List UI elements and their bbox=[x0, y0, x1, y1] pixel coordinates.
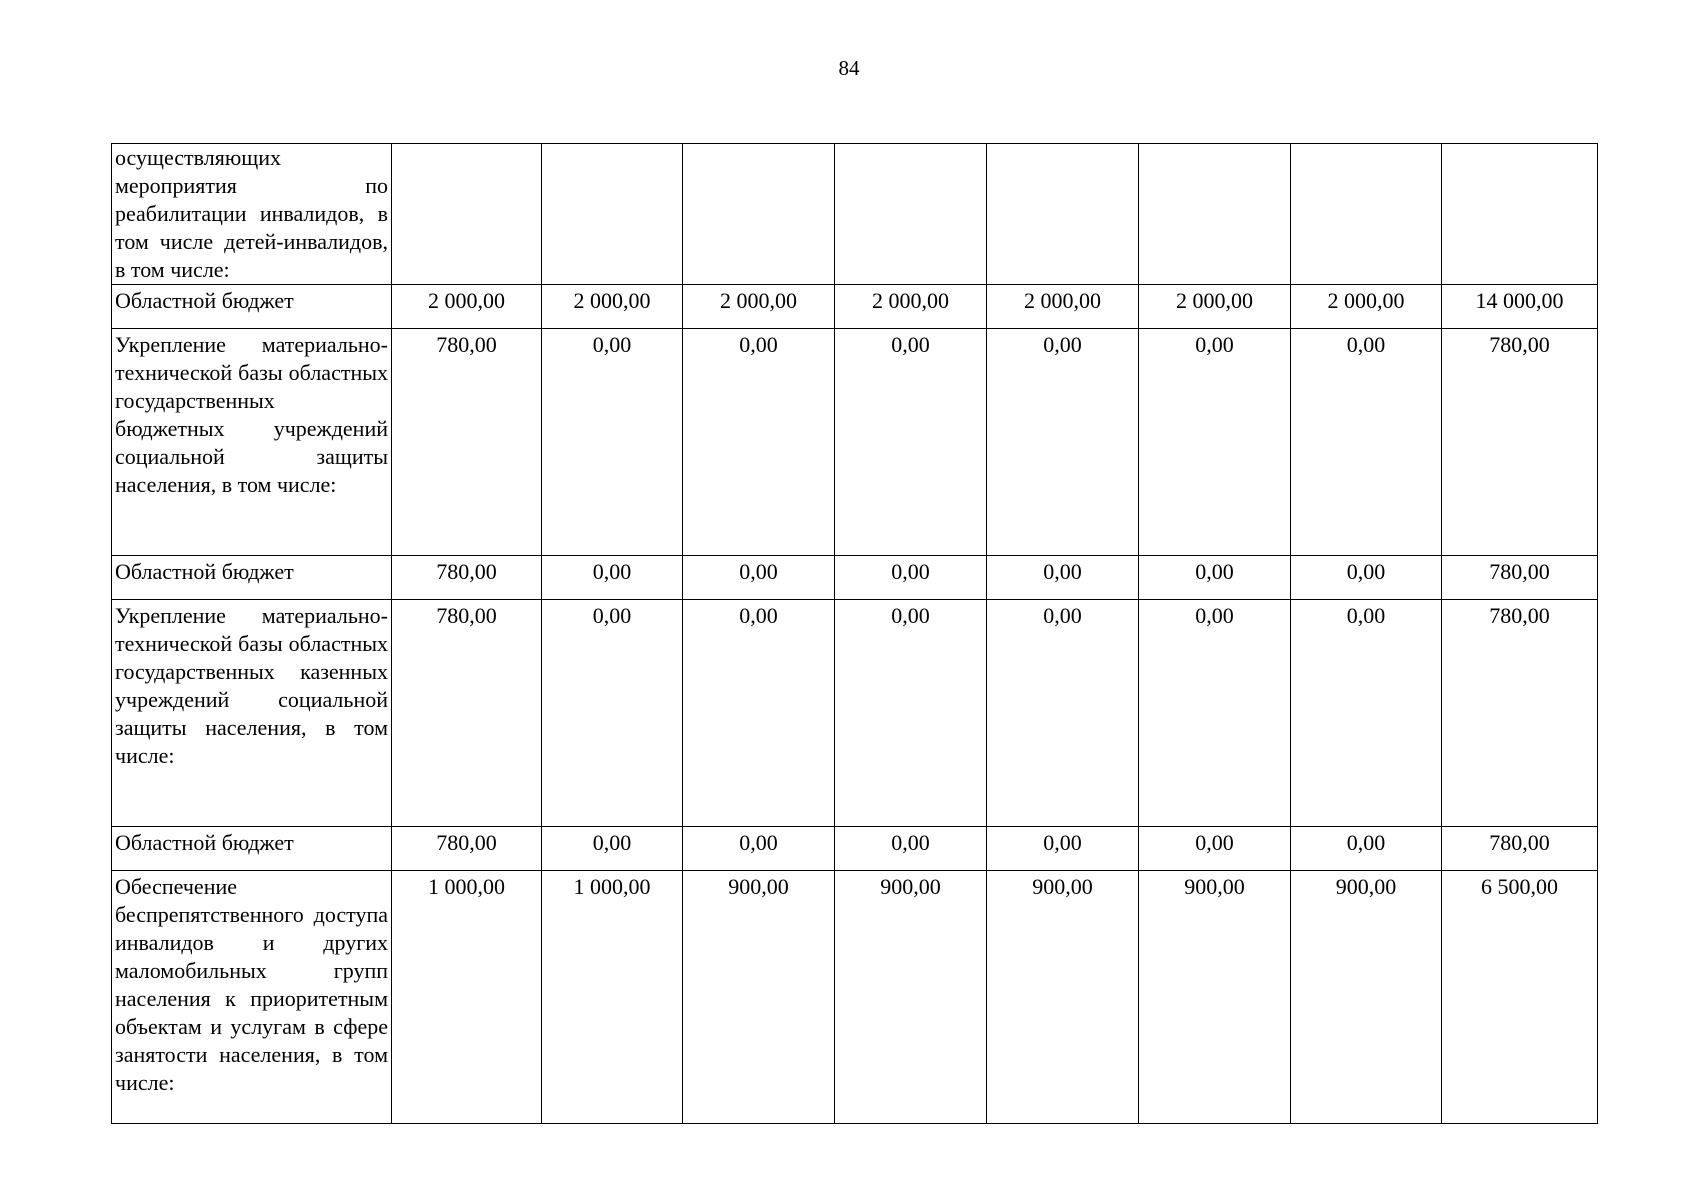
value-cell: 900,00 bbox=[1291, 871, 1442, 1124]
value-cell: 1 000,00 bbox=[542, 871, 683, 1124]
value-cell bbox=[683, 144, 835, 285]
value-cell: 0,00 bbox=[542, 329, 683, 556]
value-cell: 900,00 bbox=[683, 871, 835, 1124]
value-cell: 0,00 bbox=[542, 600, 683, 827]
value-cell: 0,00 bbox=[1139, 556, 1291, 600]
value-cell bbox=[1291, 144, 1442, 285]
value-cell: 0,00 bbox=[542, 556, 683, 600]
value-cell: 900,00 bbox=[1139, 871, 1291, 1124]
value-cell: 2 000,00 bbox=[1291, 285, 1442, 329]
value-cell: 2 000,00 bbox=[835, 285, 987, 329]
value-cell: 0,00 bbox=[835, 329, 987, 556]
value-cell: 2 000,00 bbox=[392, 285, 542, 329]
value-cell: 2 000,00 bbox=[1139, 285, 1291, 329]
value-cell: 1 000,00 bbox=[392, 871, 542, 1124]
value-cell bbox=[392, 144, 542, 285]
table-row bbox=[112, 556, 1598, 600]
table-row bbox=[112, 827, 1598, 871]
value-cell: 0,00 bbox=[1291, 600, 1442, 827]
value-cell: 0,00 bbox=[1291, 827, 1442, 871]
table-row bbox=[112, 144, 1598, 285]
value-cell: 0,00 bbox=[542, 827, 683, 871]
row-label: Укрепление материально-технической базы областных государственных казенных учреждений социальной защиты населения, в том числе: bbox=[112, 600, 392, 827]
value-cell: 0,00 bbox=[987, 556, 1139, 600]
table-row bbox=[112, 329, 1598, 556]
page-number: 84 bbox=[838, 56, 860, 80]
value-cell: 0,00 bbox=[1291, 329, 1442, 556]
value-cell: 0,00 bbox=[987, 329, 1139, 556]
value-cell: 0,00 bbox=[1291, 556, 1442, 600]
total-cell: 6 500,00 bbox=[1442, 871, 1598, 1124]
total-cell: 780,00 bbox=[1442, 600, 1598, 827]
value-cell: 0,00 bbox=[1139, 827, 1291, 871]
row-label: Областной бюджет bbox=[112, 285, 392, 329]
row-label: Областной бюджет bbox=[112, 556, 392, 600]
value-cell: 0,00 bbox=[1139, 600, 1291, 827]
budget-table bbox=[111, 143, 1598, 1124]
value-cell bbox=[987, 144, 1139, 285]
value-cell bbox=[1139, 144, 1291, 285]
table-row bbox=[112, 600, 1598, 827]
value-cell: 780,00 bbox=[392, 600, 542, 827]
row-label: Укрепление материально-технической базы областных государственных бюджетных учреждений социальной защиты населения, в том числе: bbox=[112, 329, 392, 556]
table-row bbox=[112, 285, 1598, 329]
row-label: Областной бюджет bbox=[112, 827, 392, 871]
value-cell: 2 000,00 bbox=[542, 285, 683, 329]
row-label: Обеспечение беспрепятственного доступа инвалидов и других маломобильных групп населения к приоритетным объектам и услугам в сфере занятости населения, в том числе: bbox=[112, 871, 392, 1124]
total-cell: 780,00 bbox=[1442, 556, 1598, 600]
value-cell: 780,00 bbox=[392, 329, 542, 556]
value-cell: 0,00 bbox=[987, 827, 1139, 871]
value-cell: 900,00 bbox=[835, 871, 987, 1124]
value-cell: 780,00 bbox=[392, 827, 542, 871]
value-cell: 0,00 bbox=[683, 556, 835, 600]
total-cell: 780,00 bbox=[1442, 329, 1598, 556]
value-cell: 780,00 bbox=[392, 556, 542, 600]
value-cell bbox=[542, 144, 683, 285]
value-cell: 900,00 bbox=[987, 871, 1139, 1124]
value-cell: 2 000,00 bbox=[987, 285, 1139, 329]
value-cell: 0,00 bbox=[1139, 329, 1291, 556]
value-cell bbox=[835, 144, 987, 285]
value-cell: 0,00 bbox=[683, 600, 835, 827]
value-cell: 0,00 bbox=[683, 329, 835, 556]
total-cell bbox=[1442, 144, 1598, 285]
value-cell: 0,00 bbox=[835, 556, 987, 600]
total-cell: 780,00 bbox=[1442, 827, 1598, 871]
value-cell: 0,00 bbox=[835, 600, 987, 827]
value-cell: 2 000,00 bbox=[683, 285, 835, 329]
table-row bbox=[112, 871, 1598, 1124]
value-cell: 0,00 bbox=[987, 600, 1139, 827]
value-cell: 0,00 bbox=[683, 827, 835, 871]
value-cell: 0,00 bbox=[835, 827, 987, 871]
row-label: осуществляющих мероприятия по реабилитации инвалидов, в том числе детей-инвалидов, в том числе: bbox=[112, 144, 392, 285]
total-cell: 14 000,00 bbox=[1442, 285, 1598, 329]
